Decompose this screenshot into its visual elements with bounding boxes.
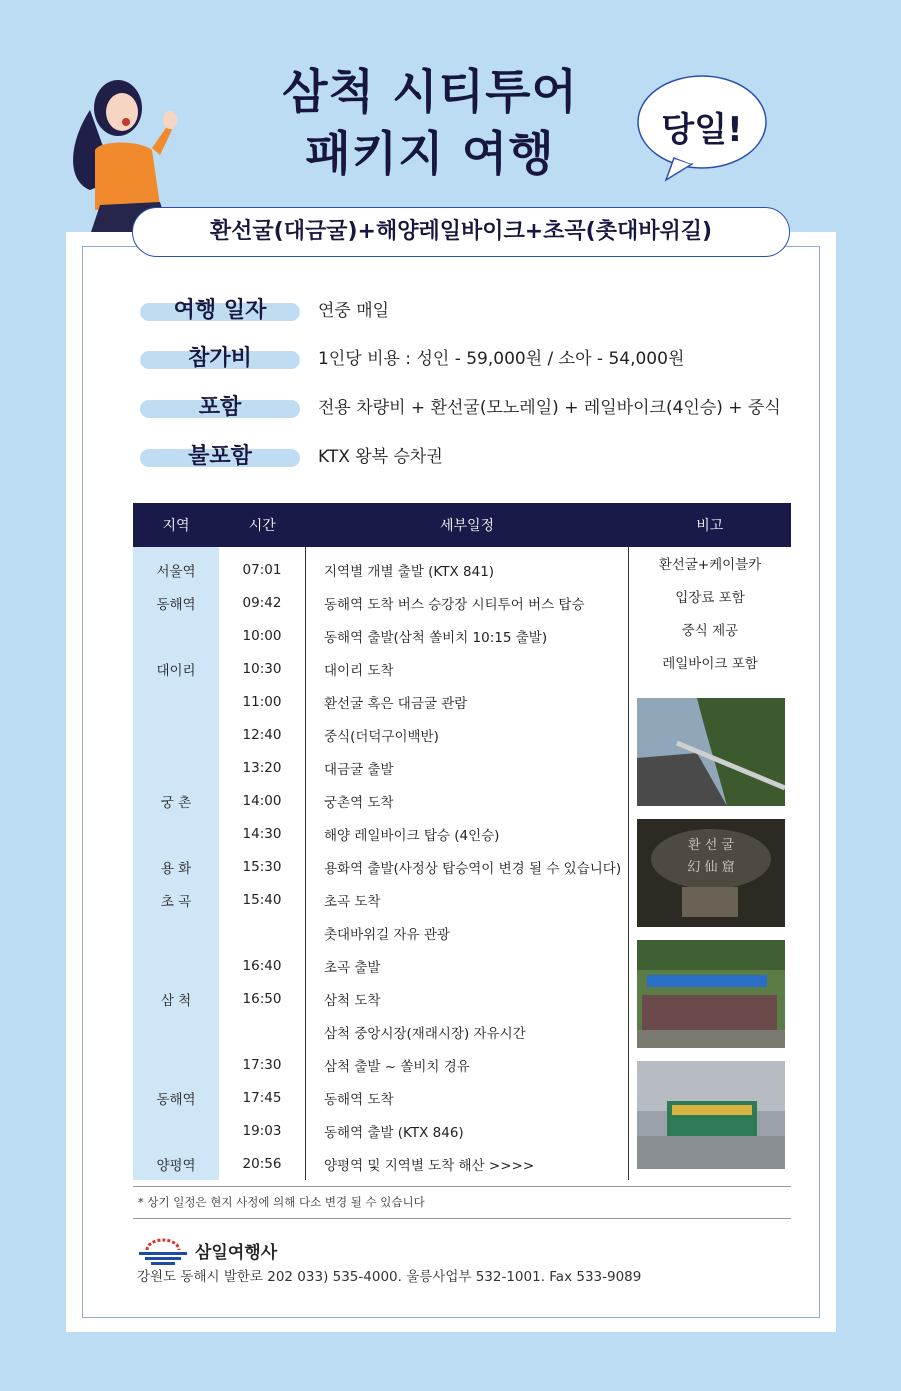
table-row <box>133 652 791 685</box>
time-cell: 10:30 <box>242 660 282 677</box>
info-label-excluded: 불포함 <box>140 443 300 471</box>
region-cell <box>133 685 219 718</box>
table-row <box>133 619 791 652</box>
company-logo-icon <box>137 1238 189 1266</box>
region-cell <box>133 619 219 652</box>
header-region: 지역 <box>133 503 219 547</box>
svg-text:幻 仙 窟: 幻 仙 窟 <box>687 860 735 875</box>
detail-cell: 촛대바위길 자유 관광 <box>306 916 629 949</box>
detail-cell: 용화역 출발(사정상 탑승역이 변경 될 수 있습니다) <box>306 850 629 883</box>
header-detail: 세부일정 <box>306 503 629 547</box>
detail-cell: 궁촌역 도착 <box>306 784 629 817</box>
detail-cell: 초곡 도착 <box>306 883 629 916</box>
title-line-2: 패키지 여행 <box>305 127 555 182</box>
info-value-included: 전용 차량비 + 환선굴(모노레일) + 레일바이크(4인승) + 중식 <box>318 398 781 418</box>
region-cell: 동해역 <box>133 586 219 619</box>
table-bottom-line <box>133 1186 791 1187</box>
title-line-1: 삼척 시티투어 <box>282 65 578 120</box>
table-row <box>133 586 791 619</box>
info-value-excluded: KTX 왕복 승차권 <box>318 447 443 467</box>
time-cell: 16:50 <box>242 990 282 1007</box>
region-cell: 삼 척 <box>133 982 219 1015</box>
note-cell: 중식 제공 <box>629 619 792 652</box>
detail-cell: 동해역 도착 버스 승강장 시티투어 버스 탑승 <box>306 586 629 619</box>
time-cell <box>219 1015 306 1048</box>
detail-cell: 동해역 도착 <box>306 1081 629 1114</box>
time-cell <box>219 916 306 949</box>
region-cell: 양평역 <box>133 1147 219 1180</box>
tour-subtitle: 환선굴(대금굴)+해양레일바이크+초곡(촛대바위길) <box>132 207 790 257</box>
detail-cell: 삼척 중앙시장(재래시장) 자유시간 <box>306 1015 629 1048</box>
region-cell <box>133 949 219 982</box>
time-cell: 13:20 <box>242 759 282 776</box>
table-row <box>133 547 791 586</box>
region-cell: 초 곡 <box>133 883 219 916</box>
detail-cell: 동해역 출발 (KTX 846) <box>306 1114 629 1147</box>
svg-text:환 선 굴: 환 선 굴 <box>688 838 734 853</box>
time-cell: 15:30 <box>242 858 282 875</box>
note-cell: 레일바이크 포함 <box>629 652 792 685</box>
detail-cell: 중식(더덕구이백반) <box>306 718 629 751</box>
region-cell <box>133 1015 219 1048</box>
detail-cell: 양평역 및 지역별 도착 해산 >>>> <box>306 1147 629 1180</box>
time-cell: 20:56 <box>242 1155 282 1172</box>
day-trip-badge: 당일! <box>661 110 743 150</box>
time-cell: 14:30 <box>242 825 282 842</box>
photo-column <box>637 698 787 1182</box>
detail-cell: 대금굴 출발 <box>306 751 629 784</box>
info-value-date: 연중 매일 <box>318 301 390 321</box>
detail-cell: 삼척 출발 ~ 쏠비치 경유 <box>306 1048 629 1081</box>
info-label-date: 여행 일자 <box>140 297 300 325</box>
region-cell: 서울역 <box>133 547 219 586</box>
region-cell <box>133 1048 219 1081</box>
region-cell <box>133 817 219 850</box>
detail-cell: 지역별 개별 출발 (KTX 841) <box>306 547 629 586</box>
time-cell: 11:00 <box>242 693 282 710</box>
detail-cell: 환선굴 혹은 대금굴 관람 <box>306 685 629 718</box>
detail-cell: 삼척 도착 <box>306 982 629 1015</box>
time-cell: 07:01 <box>242 561 282 578</box>
page-title <box>250 62 610 186</box>
time-cell: 10:00 <box>242 627 282 644</box>
info-label-included: 포함 <box>140 394 300 422</box>
note-cell: 환선굴+케이블카 <box>629 547 792 586</box>
detail-cell: 초곡 출발 <box>306 949 629 982</box>
time-cell: 14:00 <box>242 792 282 809</box>
info-value-fee: 1인당 비용 : 성인 - 59,000원 / 소아 - 54,000원 <box>318 349 685 369</box>
time-cell: 12:40 <box>242 726 282 743</box>
station-building-photo <box>637 1061 785 1169</box>
region-cell: 대이리 <box>133 652 219 685</box>
info-label-fee: 참가비 <box>140 345 300 373</box>
time-cell: 17:45 <box>242 1089 282 1106</box>
detail-cell: 해양 레일바이크 탑승 (4인승) <box>306 817 629 850</box>
region-cell: 궁 촌 <box>133 784 219 817</box>
region-cell <box>133 718 219 751</box>
region-cell <box>133 751 219 784</box>
company-address: 강원도 동해시 발한로 202 033) 535-4000. 울릉사업부 532-1001. Fax 533-9089 <box>137 1269 642 1285</box>
time-cell: 15:40 <box>242 891 282 908</box>
detail-cell: 동해역 출발(삼척 쏠비치 10:15 출발) <box>306 619 629 652</box>
detail-cell: 대이리 도착 <box>306 652 629 685</box>
time-cell: 09:42 <box>242 594 282 611</box>
header-note: 비고 <box>629 503 792 547</box>
time-cell: 17:30 <box>242 1056 282 1073</box>
table-header-row <box>133 503 791 547</box>
time-cell: 16:40 <box>242 957 282 974</box>
rail-bike-photo <box>637 940 785 1048</box>
region-cell <box>133 1114 219 1147</box>
time-cell: 19:03 <box>242 1122 282 1139</box>
coastal-walkway-photo <box>637 698 785 806</box>
note-cell: 입장료 포함 <box>629 586 792 619</box>
region-cell: 동해역 <box>133 1081 219 1114</box>
region-cell: 용 화 <box>133 850 219 883</box>
footnote: * 상기 일정은 현지 사정에 의해 다소 변경 될 수 있습니다 <box>138 1195 425 1209</box>
header-time: 시간 <box>219 503 306 547</box>
footer-divider <box>133 1218 791 1219</box>
region-cell <box>133 916 219 949</box>
company-name: 삼일여행사 <box>195 1243 278 1263</box>
hwanseongul-cave-photo <box>637 819 785 927</box>
